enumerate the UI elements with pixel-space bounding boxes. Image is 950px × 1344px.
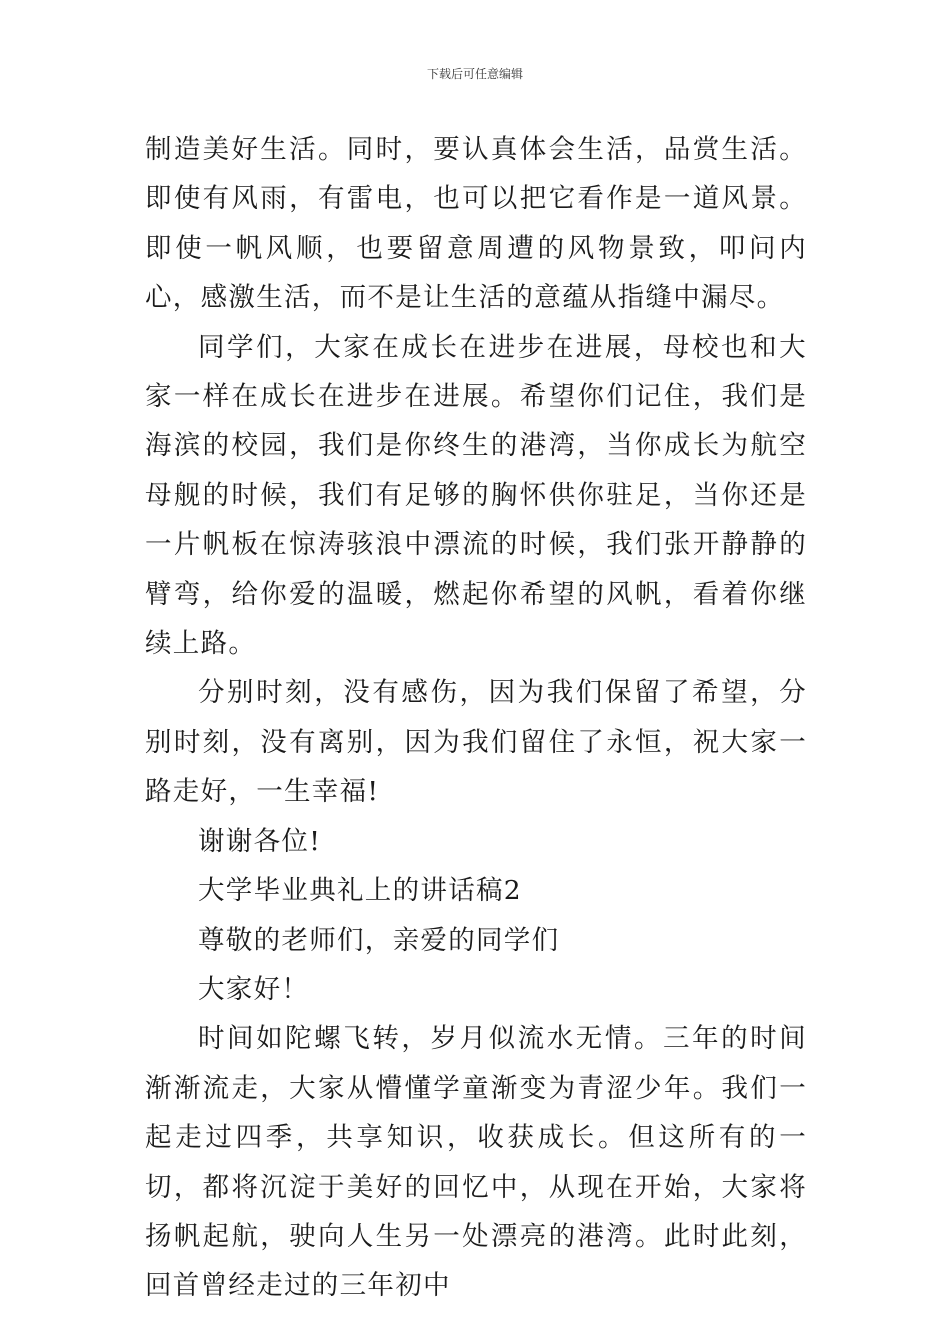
paragraph-1: 制造美好生活。同时，要认真体会生活，品赏生活。即使有风雨，有雷电，也可以把它看作是一道风景。即使一帆风顺，也要留意周遭的风物景致，叩问内心，感激生活，而不是让生活的意蕴从指缝中漏尽。 xyxy=(145,134,807,314)
paragraph-thanks: 谢谢各位! xyxy=(198,825,322,857)
paragraph-2: 同学们，大家在成长在进步在进展，母校也和大家一样在成长在进步在进展。希望你们记住，我们是海滨的校园，我们是你终生的港湾，当你成长为航空母舰的时候，我们有足够的胸怀供你驻足，当你还是一片帆板在惊涛骇浪中漂流的时候，我们张开静静的臂弯，给你爱的温暖，燃起你希望的风帆，看着你继续上路。 xyxy=(145,331,807,660)
page-header-note: 下载后可任意编辑 xyxy=(426,67,523,81)
greeting: 大家好！ xyxy=(198,973,310,1005)
paragraph-3: 分别时刻，没有感伤，因为我们保留了希望，分别时刻，没有离别，因为我们留住了永恒，祝大家一路走好，一生幸福! xyxy=(145,677,807,808)
salutation: 尊敬的老师们，亲爱的同学们 xyxy=(198,924,560,956)
paragraph-8: 时间如陀螺飞转，岁月似流水无情。三年的时间渐渐流走，大家从懵懂学童渐变为青涩少年。我们一起走过四季，共享知识，收获成长。但这所有的一切，都将沉淀于美好的回忆中，从现在开始，大家将扬帆起航，驶向人生另一处漂亮的港湾。此时此刻，回首曾经走过的三年初中 xyxy=(145,1023,807,1302)
section-title: 大学毕业典礼上的讲话稿2 xyxy=(198,875,522,907)
document-body xyxy=(145,125,807,1311)
